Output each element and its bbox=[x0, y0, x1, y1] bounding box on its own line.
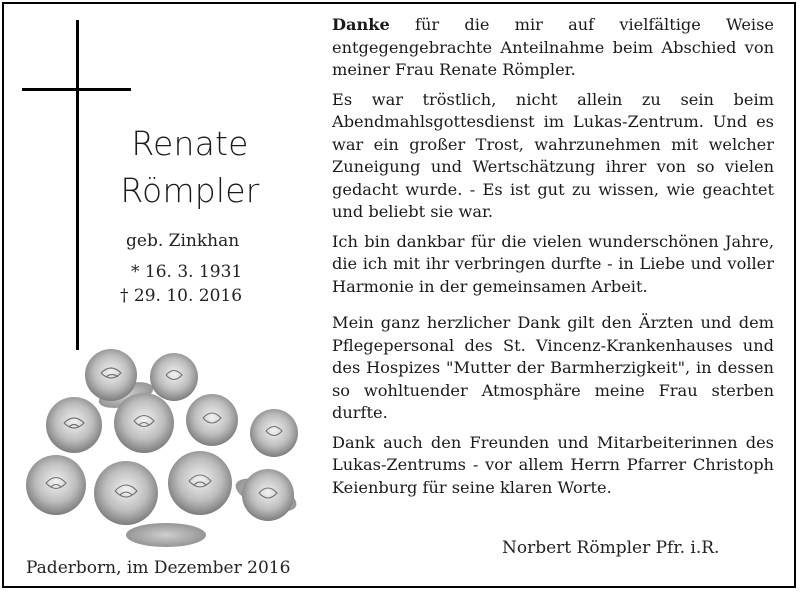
signature: Norbert Römpler Pfr. i.R. bbox=[502, 538, 720, 558]
first-name: Renate bbox=[131, 124, 249, 163]
roses-image bbox=[16, 335, 306, 555]
paragraph-4: Mein ganz herzlicher Dank gilt den Ärzten und dem Pflegepersonal des St. Vincenz-Krankenhauses und des Hospizes "Mutter der Barmherzigkeit", in dessen so wohltuender Atmosphäre meine Frau sterben durfte. bbox=[332, 313, 774, 422]
cross-bar bbox=[22, 88, 131, 91]
death-date: † 29. 10. 2016 bbox=[120, 286, 243, 306]
lead-word: Danke bbox=[332, 15, 390, 34]
place-and-date: Paderborn, im Dezember 2016 bbox=[26, 558, 291, 578]
paragraph-3: Ich bin dankbar für die vielen wunderschönen Jahre, die ich mit ihr verbringen durfte - in Liebe und voller Harmonie in der gemeinsamen Arbeit. bbox=[332, 231, 774, 296]
cross-icon bbox=[76, 20, 79, 350]
paragraph-2: Es war tröstlich, nicht allein zu sein beim Abendmahlsgottesdienst im Lukas-Zentrum. Und es war ein großer Trost, wahrzunehmen mit welcher Zuneigung und Wertschätzung ihrer von so vielen gedacht wurde. - Es ist gut zu wissen, wie geachtet und beliebt sie war. bbox=[332, 89, 774, 221]
birth-name: geb. Zinkhan bbox=[126, 231, 240, 251]
paragraph-1 bbox=[332, 14, 774, 82]
birth-date: * 16. 3. 1931 bbox=[131, 262, 243, 282]
paragraph-1-text: für die mir auf vielfältige Weise entgegengebrachte Anteilnahme beim Abschied von meiner Frau Renate Römpler. bbox=[332, 15, 774, 79]
last-name: Römpler bbox=[120, 171, 260, 210]
paragraph-5: Dank auch den Freunden und Mitarbeiterinnen des Lukas-Zentrums - vor allem Herrn Pfarrer Christoph Keienburg für seine klaren Worte. bbox=[332, 432, 774, 497]
thank-you-text bbox=[332, 14, 774, 506]
